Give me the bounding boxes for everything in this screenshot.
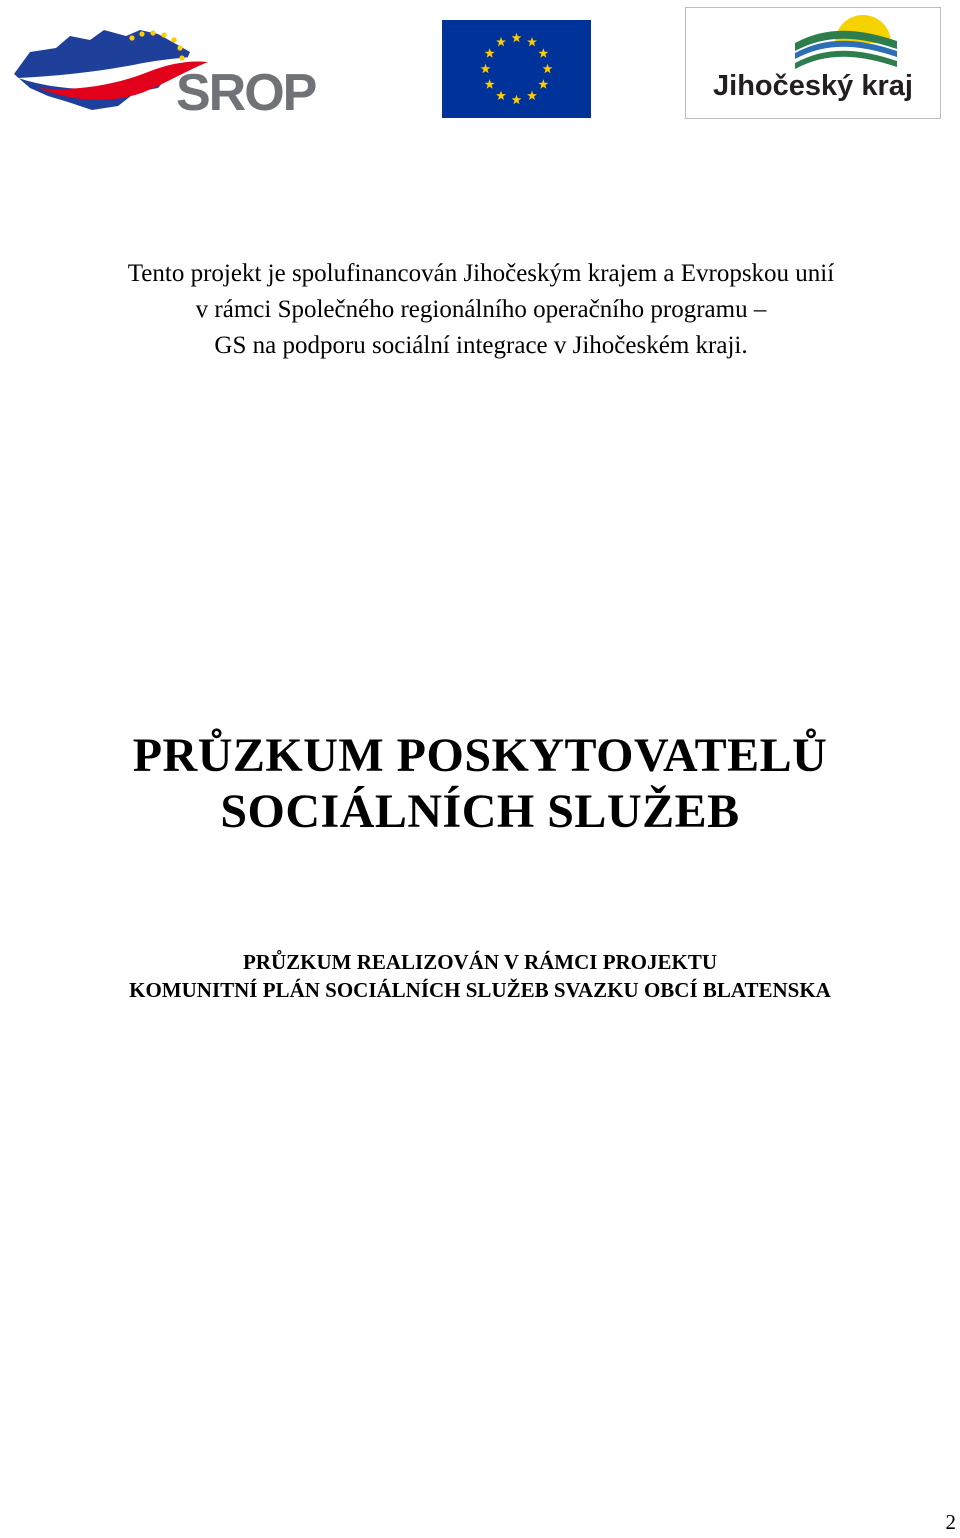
document-subtitle [30, 948, 930, 1004]
title-line: SOCIÁLNÍCH SLUŽEB [220, 785, 740, 838]
document-title [30, 728, 930, 840]
srop-logo-text: SROP [176, 64, 316, 122]
eu-flag-logo [442, 20, 591, 118]
subtitle-line: KOMUNITNÍ PLÁN SOCIÁLNÍCH SLUŽEB SVAZKU OBCÍ BLATENSKA [129, 978, 831, 1002]
intro-line: Tento projekt je spolufinancován Jihočeským krajem a Evropskou unií [127, 260, 835, 287]
srop-logo [8, 22, 318, 122]
jihocesky-kraj-logo [685, 7, 941, 119]
intro-paragraph [40, 256, 922, 364]
title-line: PRŮZKUM POSKYTOVATELŮ [132, 729, 828, 782]
jihocesky-kraj-text: Jihočeský kraj [713, 70, 913, 102]
intro-line: GS na podporu sociální integrace v Jihočeském kraji. [214, 332, 748, 359]
intro-line: v rámci Společného regionálního operačního programu – [195, 296, 767, 323]
subtitle-line: PRŮZKUM REALIZOVÁN V RÁMCI PROJEKTU [242, 950, 718, 974]
page-number: 2 [945, 1510, 956, 1534]
